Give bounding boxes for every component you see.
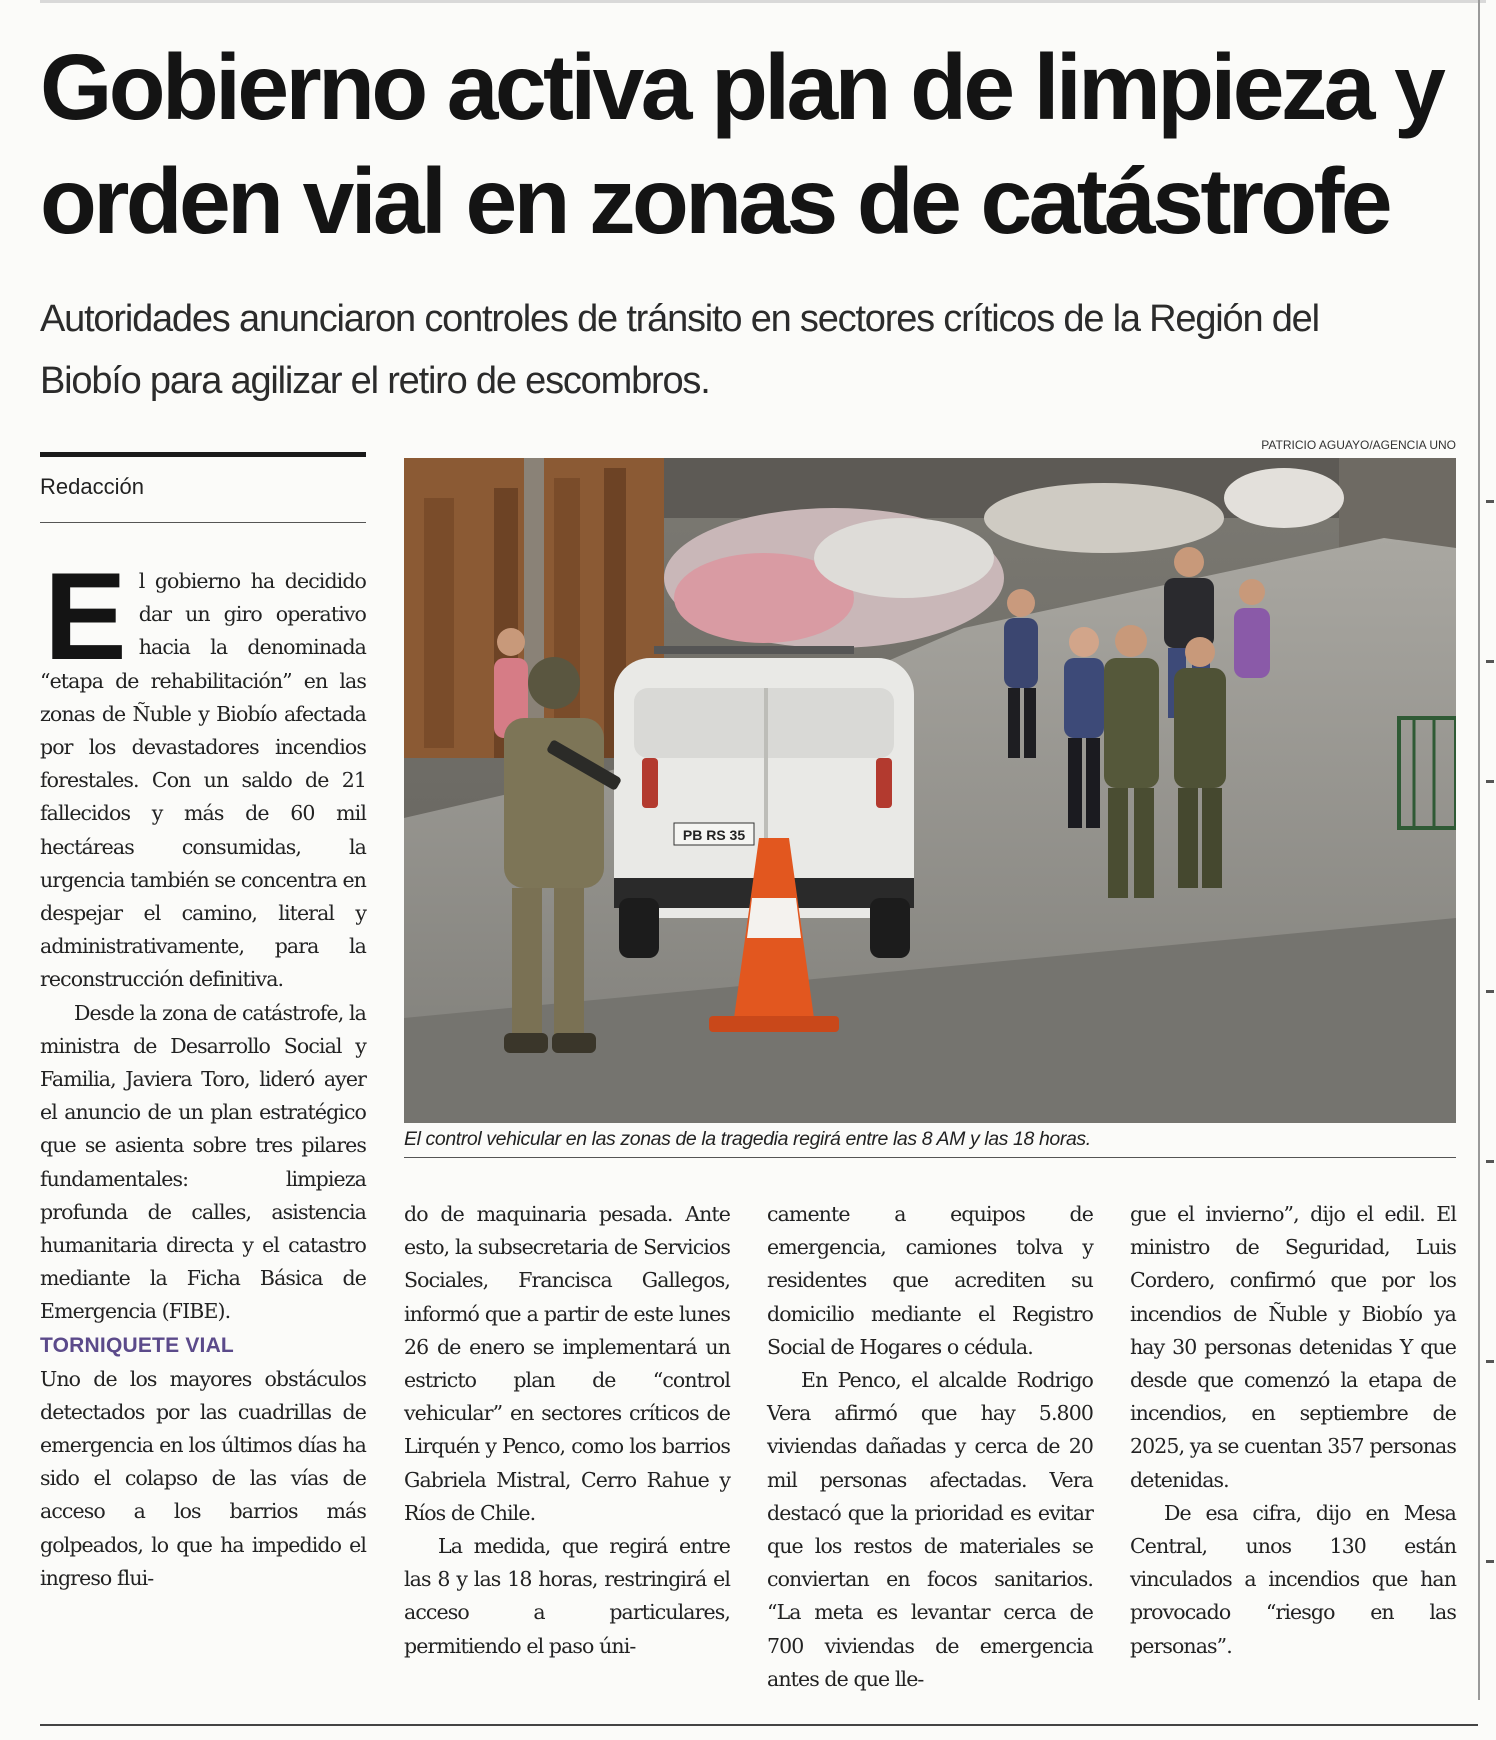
subheadline: Autoridades anunciaron controles de tránsito en sectores críticos de la Región del Biobío para agilizar el retiro de escombros. — [40, 298, 1319, 402]
paragraph: Desde la zona de catástrofe, la ministra de Desarrollo Social y Familia, Javiera Toro, lideró ayer el anuncio de un plan estratégico que se asienta sobre tres pilares fundamentales: limpieza profunda de calles, asistencia humanitaria directa y el catastro mediante la Ficha Básica de Emergencia (FIBE). — [40, 1000, 366, 1324]
section-heading: TORNIQUETE VIAL — [40, 1333, 234, 1357]
byline-rule-top — [40, 452, 366, 457]
paragraph-text: l gobierno ha decidido dar un giro operativo hacia la denominada “etapa de rehabilitación” en las zonas de Ñuble y Biobío afectada por los devastadores incendios forestales. Con un saldo de 21 fallecidos y más de 60 mil hectáreas consumidas, la urgencia también se concentra en despejar el camino, literal y administrativamente, para la reconstrucción definitiva. — [40, 569, 366, 992]
byline: Redacción — [40, 474, 144, 499]
drop-cap: E — [44, 548, 127, 686]
photo-caption: El control vehicular en las zonas de la tragedia regirá entre las 8 AM y las 18 horas. — [404, 1128, 1091, 1150]
byline-rule-bottom — [40, 522, 366, 523]
article-column-1 — [40, 548, 366, 1595]
paragraph: gue el invierno”, dijo el edil. El ministro de Seguridad, Luis Cordero, confirmó que por los incendios de Ñuble y Biobío ya hay 30 personas detenidas Y que desde que comenzó la etapa de incendios, en septiembre de 2025, ya se cuentan 357 personas detenidas. — [1130, 1202, 1456, 1492]
paragraph: En Penco, el alcalde Rodrigo Vera afirmó que hay 5.800 viviendas dañadas y cerca de 20 mil personas afectadas. Vera destacó que la prioridad es evitar que los restos de materiales se conviertan en focos sanitarios. “La meta es levantar cerca de 700 viviendas de emergencia antes de que lle- — [767, 1368, 1093, 1691]
bottom-rule — [40, 1724, 1478, 1726]
article-column-3 — [767, 1198, 1093, 1696]
license-plate: PB RS 35 — [682, 827, 746, 843]
top-border — [40, 0, 1486, 3]
paragraph: Uno de los mayores obstáculos detectados por las cuadrillas de emergencia en los últimos días ha sido el colapso de las vías de acceso a los barrios más golpeados, lo que ha impedido el ingreso flui- — [40, 1366, 366, 1590]
photo-credit: PATRICIO AGUAYO/AGENCIA UNO — [1261, 438, 1456, 452]
caption-rule — [404, 1157, 1456, 1158]
paragraph — [40, 548, 366, 997]
paragraph: De esa cifra, dijo en Mesa Central, unos 130 están vinculados a incendios que han provocado “riesgo en las personas”. — [1130, 1500, 1456, 1658]
paragraph: camente a equipos de emergencia, camiones tolva y residentes que acrediten su domicilio mediante el Registro Social de Hogares o cédula. — [767, 1202, 1093, 1359]
photo-illustration — [404, 458, 1456, 1123]
article-column-2 — [404, 1198, 730, 1663]
column-rule-right — [1478, 0, 1480, 1700]
headline: Gobierno activa plan de limpieza y orden vial en zonas de catástrofe — [40, 35, 1443, 253]
news-photo — [404, 458, 1456, 1123]
paragraph: do de maquinaria pesada. Ante esto, la subsecretaria de Servicios Sociales, Francisca Gallegos, informó que a partir de este lunes 26 de enero se implementará un estricto plan de “control vehicular” en sectores críticos de Lirquén y Penco, como los barrios Gabriela Mistral, Cerro Rahue y Ríos de Chile. — [404, 1202, 730, 1525]
article-column-4 — [1130, 1198, 1456, 1663]
paragraph: La medida, que regirá entre las 8 y las 18 horas, restringirá el acceso a particulares, permitiendo el paso úni- — [404, 1534, 730, 1658]
adjacent-page-edge — [1482, 60, 1496, 1700]
